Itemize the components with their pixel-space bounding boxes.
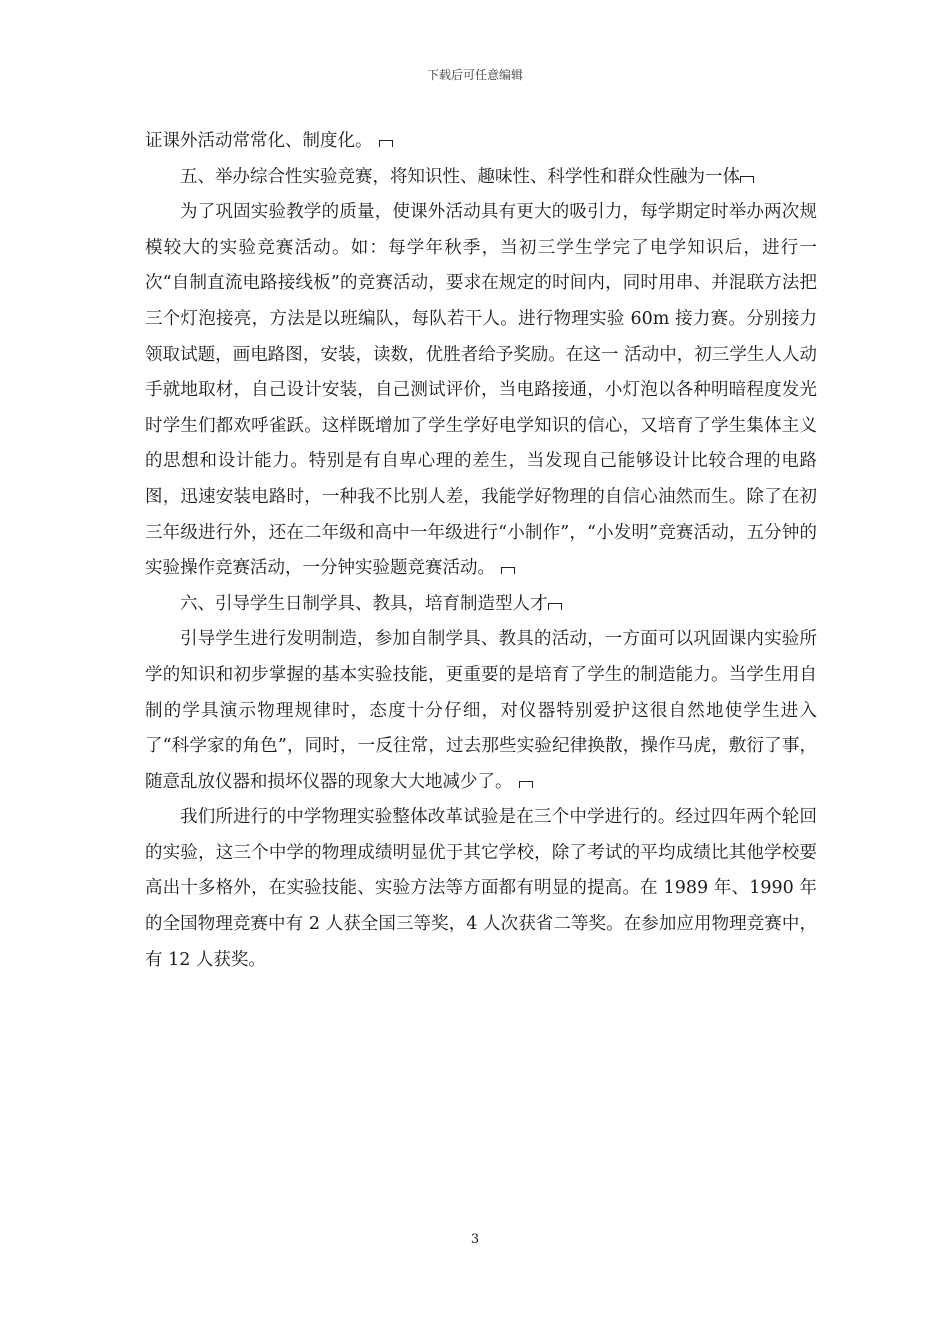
paragraph-self-made-tools [145, 622, 817, 800]
paragraph-competition [145, 195, 817, 587]
paragraph-text: 为了巩固实验教学的质量，使课外活动具有更大的吸引力，每学期定时举办两次规模较大的实验竞赛活动。如：每学年秋季，当初三学生学完了电学知识后，进行一次“自制直流电路接线板”的竞赛活动，要求在规定的时间内，同时用串、并混联方法把三个灯泡接亮，方法是以班编队，每队若干人。进行物理实验 60m 接力赛。分别接力领取试题，画电路图，安装，读数，优胜者给予奖励。在这一 活动中，初三学生人人动手就地取材，自己设计安装，自己测试评价，当电路接通，小灯泡以各种明暗程度发光时学生们都欢呼雀跃。这样既增加了学生学好电学知识的信心，又培育了学生集体主义的思想和设计能力。特别是有自卑心理的差生，当发现自己能够设计比较合理的电路图，迅速安装电路时，一种我不比别人差，我能学好物理的自信心油然而生。除了在初三年级进行外，还在二年级和高中一年级进行“小制作”，“小发明”竞赛活动，五分钟的实验操作竞赛活动，一分钟实验题竞赛活动。 [145, 202, 817, 579]
paragraph-mark-icon [548, 603, 562, 610]
paragraph-mark-icon [501, 567, 515, 574]
paragraph-text: 引导学生进行发明制造，参加自制学具、教具的活动，一方面可以巩固课内实验所学的知识和初步掌握的基本实验技能，更重要的是培育了学生的制造能力。当学生用自制的学具演示物理规律时，态度十分仔细，对仪器特别爱护这很自然地使学生进入了“科学家的角色”，同时，一反往常，过去那些实验纪律换散，操作马虎，敷衍了事，随意乱放仪器和损坏仪器的现象大大地减少了。 [145, 629, 817, 792]
document-body [145, 124, 817, 978]
paragraph-continuation [145, 124, 817, 160]
paragraph-mark-icon [519, 781, 533, 788]
paragraph-results [145, 800, 817, 978]
section-heading-six [145, 587, 817, 623]
section-heading-five [145, 160, 817, 196]
paragraph-text: 五、举办综合性实验竞赛，将知识性、趣味性、科学性和群众性融为一体 [180, 166, 740, 187]
paragraph-mark-icon [740, 176, 754, 183]
page-number: 3 [470, 1232, 480, 1247]
paragraph-text: 证课外活动常常化、制度化。 [145, 131, 373, 151]
paragraph-text: 我们所进行的中学物理实验整体改革试验是在三个中学进行的。经过四年两个轮回的实验，这三个中学的物理成绩明显优于其它学校，除了考试的平均成绩比其他学校要高出十多格外，在实验技能、实验方法等方面都有明显的提高。在 1989 年、1990 年的全国物理竞赛中有 2 人获全国三等奖，4 人次获省二等奖。在参加应用物理竞赛中，有 12 人获奖。 [145, 807, 817, 970]
paragraph-mark-icon [379, 140, 393, 147]
paragraph-text: 六、引导学生日制学具、教具，培育制造型人才 [180, 593, 548, 614]
page-header: 下载后可任意编辑 [426, 68, 523, 82]
